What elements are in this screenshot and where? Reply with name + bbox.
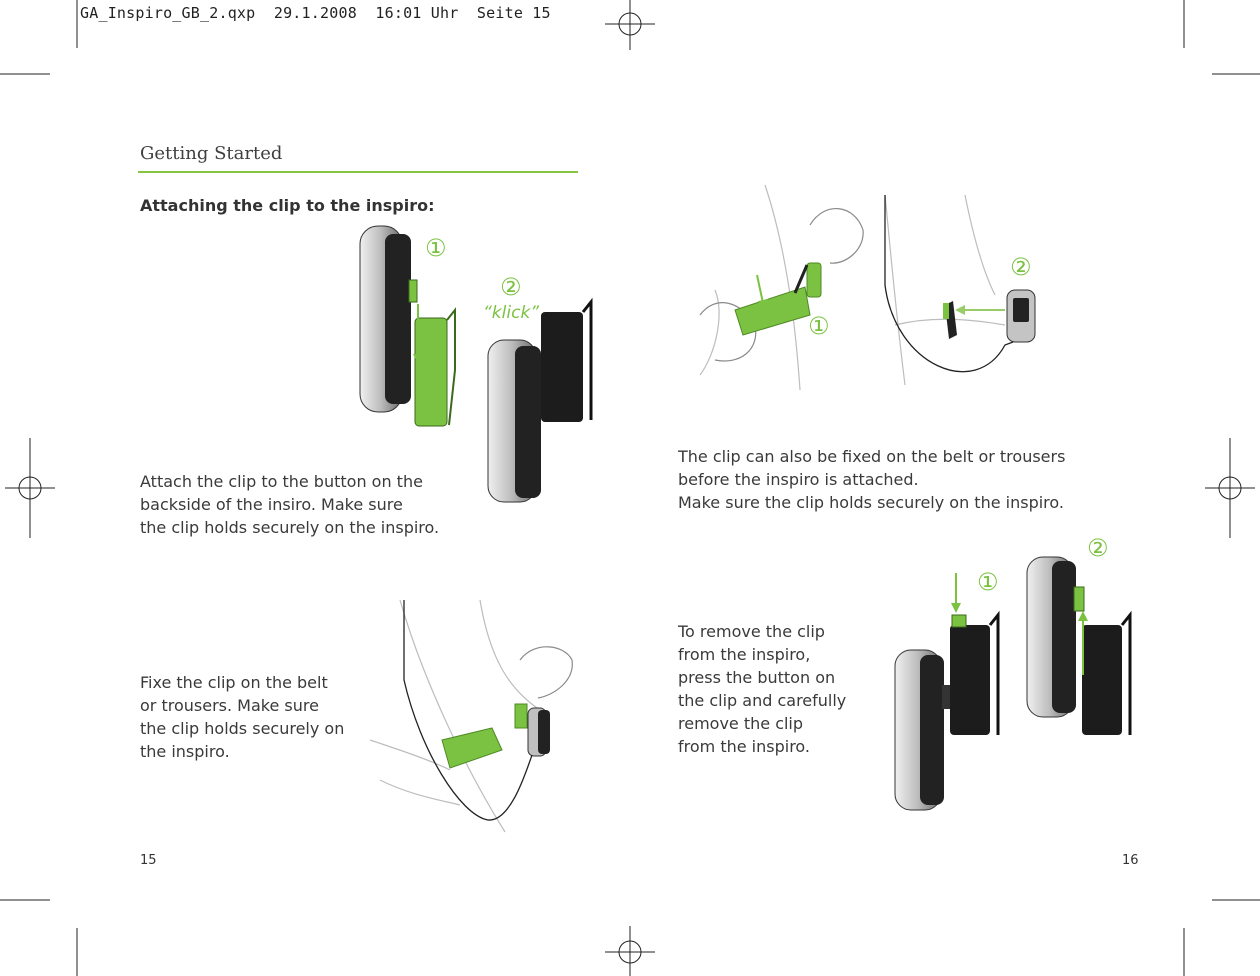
attach-clip-illustration xyxy=(355,220,605,510)
registration-mark-top xyxy=(605,0,655,50)
cable xyxy=(885,195,1013,372)
remove-instructions xyxy=(678,620,846,758)
inspiro-device-front xyxy=(360,226,417,412)
registration-mark-bottom xyxy=(605,926,655,976)
green-clip xyxy=(415,310,455,426)
registration-mark-left xyxy=(5,438,55,538)
text-line: from the inspiro, xyxy=(678,645,811,664)
text-line: To remove the clip xyxy=(678,622,825,641)
page-title: Getting Started xyxy=(140,143,283,164)
clip-on-belt-illustration xyxy=(695,185,1055,395)
text-line: before the inspiro is attached. xyxy=(678,470,919,489)
text-line: or trousers. Make sure xyxy=(140,696,319,715)
inspiro-device-with-clip xyxy=(488,302,591,502)
cable xyxy=(404,600,532,820)
page-number-right: 16 xyxy=(1122,853,1139,868)
text-line: Make sure the clip holds securely on the inspiro. xyxy=(678,493,1064,512)
registration-mark-right xyxy=(1205,438,1255,538)
section-heading: Attaching the clip to the inspiro: xyxy=(140,196,435,215)
belt-clip-illustration xyxy=(360,600,580,832)
text-line: Attach the clip to the button on the xyxy=(140,472,423,491)
text-line: the clip holds securely on xyxy=(140,719,345,738)
title-rule xyxy=(138,171,578,173)
belt-instructions xyxy=(140,671,344,763)
page-number-left: 15 xyxy=(140,853,157,868)
hand xyxy=(520,647,572,698)
belt-clip-device xyxy=(943,290,1035,342)
text-line: Fixe the clip on the belt xyxy=(140,673,328,692)
belt-strip xyxy=(735,287,810,335)
text-line: The clip can also be fixed on the belt or trousers xyxy=(678,447,1066,466)
text-line: the inspiro. xyxy=(140,742,230,761)
hand-holding-clip xyxy=(810,209,863,264)
step-marker-1: ① xyxy=(977,568,999,596)
text-line: press the button on xyxy=(678,668,836,687)
inspiro-device-left xyxy=(895,615,998,810)
step-marker-2: ② xyxy=(500,273,522,301)
print-slug: GA_Inspiro_GB_2.qxp 29.1.2008 16:01 Uhr Seite 15 xyxy=(80,4,551,22)
step-marker-2: ② xyxy=(1010,253,1032,281)
text-line: the clip and carefully xyxy=(678,691,847,710)
inspiro-device-right xyxy=(1027,557,1130,735)
klick-sound-label: “klick” xyxy=(483,303,540,323)
fixed-instructions xyxy=(678,445,1065,514)
text-line: the clip holds securely on the inspiro. xyxy=(140,518,440,537)
belt xyxy=(442,728,502,768)
step-marker-2: ② xyxy=(1087,534,1109,562)
text-line: from the inspiro. xyxy=(678,737,811,756)
text-line: backside of the insiro. Make sure xyxy=(140,495,403,514)
step-marker-1: ① xyxy=(425,234,447,262)
step-marker-1: ① xyxy=(808,312,830,340)
remove-clip-illustration xyxy=(890,555,1140,815)
text-line: remove the clip xyxy=(678,714,804,733)
attach-instructions xyxy=(140,470,439,539)
clipped-device xyxy=(515,704,550,756)
